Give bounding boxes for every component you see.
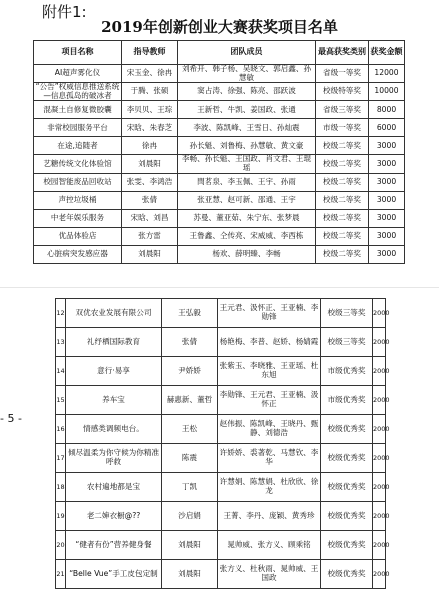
cell-advisor: 张倩 xyxy=(122,191,178,209)
cell-advisor: 张雯、李鸿浩 xyxy=(122,173,178,191)
cell-award: 校级二等奖 xyxy=(316,209,369,227)
table-header-row xyxy=(34,41,405,65)
awards-table-top xyxy=(33,40,405,264)
cell-project: 校园智能废品回收站 xyxy=(34,173,122,191)
cell-team: 孙长魁、刘鲁梅、孙慧敏、黄文豪 xyxy=(178,137,316,155)
cell-project: 养车宝 xyxy=(66,386,162,415)
cell-advisor: 张方雷 xyxy=(122,227,178,245)
cell-amount: 3000 xyxy=(369,191,405,209)
table-row xyxy=(34,173,405,191)
cell-advisor: 刘晨阳 xyxy=(162,531,218,560)
cell-team: 閆茗泉、李玉佩、王宇、孙雨 xyxy=(178,173,316,191)
cell-index: 14 xyxy=(56,357,66,386)
cell-amount: 2000 xyxy=(373,386,386,415)
cell-award: 校级二等奖 xyxy=(316,173,369,191)
cell-advisor: 王松 xyxy=(162,415,218,444)
cell-index: 18 xyxy=(56,473,66,502)
cell-team: 王鲁鑫、仝传亮、宋威威、李西栋 xyxy=(178,227,316,245)
cell-award: 校级三等奖 xyxy=(321,299,373,328)
table-row xyxy=(34,245,405,263)
cell-index: 19 xyxy=(56,502,66,531)
cell-amount: 2000 xyxy=(373,444,386,473)
cell-advisor: 宋晗、刘昌 xyxy=(122,209,178,227)
cell-team: 苏曼、董亚茹、朱宁东、张梦晨 xyxy=(178,209,316,227)
cell-advisor: 徐冉 xyxy=(122,137,178,155)
page-number: - 5 - xyxy=(0,412,22,425)
cell-amount: 12000 xyxy=(369,65,405,83)
table-row xyxy=(56,357,386,386)
table-row xyxy=(56,444,386,473)
cell-team: 张紫玉、李晓雅、王亚瑶、杜东旭 xyxy=(218,357,321,386)
cell-project: 老二婶衣橱@?? xyxy=(66,502,162,531)
col-header-award: 最高获奖类别 xyxy=(316,41,369,65)
table-row xyxy=(34,83,405,101)
cell-award: 校级二等奖 xyxy=(316,245,369,263)
cell-amount: 3000 xyxy=(369,209,405,227)
cell-project: “健者有份”营养健身餐 xyxy=(66,531,162,560)
table-row xyxy=(34,227,405,245)
cell-project: 礼纾栖国际教育 xyxy=(66,328,162,357)
table-row xyxy=(56,415,386,444)
table-row xyxy=(56,531,386,560)
cell-advisor: 陈震 xyxy=(162,444,218,473)
cell-advisor: 刘晨阳 xyxy=(122,155,178,173)
cell-team: 王菁、李丹、庞颖、黄秀珍 xyxy=(218,502,321,531)
cell-team: 许慧娟、陈慧娟、杜欣欣、徐龙 xyxy=(218,473,321,502)
cell-award: 校级二等奖 xyxy=(316,191,369,209)
cell-amount: 3000 xyxy=(369,155,405,173)
cell-advisor: 王弘毅 xyxy=(162,299,218,328)
cell-index: 12 xyxy=(56,299,66,328)
cell-index: 13 xyxy=(56,328,66,357)
cell-amount: 10000 xyxy=(369,83,405,101)
cell-project: 优品体验店 xyxy=(34,227,122,245)
table-row xyxy=(56,299,386,328)
cell-advisor: 赫惠新、董哲 xyxy=(162,386,218,415)
cell-award: 校级二等奖 xyxy=(316,227,369,245)
cell-project: “公告”权威信息推送系统—信息孤岛的破冰者 xyxy=(34,83,122,101)
cell-project: AI超声雾化仪 xyxy=(34,65,122,83)
cell-award: 市级优秀奖 xyxy=(321,386,373,415)
awards-table-top-body xyxy=(34,65,405,264)
col-header-amount: 获奖金额 xyxy=(369,41,405,65)
col-header-advisor: 指导教师 xyxy=(122,41,178,65)
cell-team: 赵伟振、陈凯峰、王晓丹、甄静、刘德浩 xyxy=(218,415,321,444)
cell-amount: 3000 xyxy=(369,245,405,263)
cell-amount: 2000 xyxy=(373,531,386,560)
cell-award: 校级特等奖 xyxy=(316,83,369,101)
table-row xyxy=(34,137,405,155)
table-row xyxy=(34,101,405,119)
cell-advisor: 张倩 xyxy=(162,328,218,357)
cell-team: 许娇娇、裘著乾、马慧钦、李华 xyxy=(218,444,321,473)
cell-award: 校级优秀奖 xyxy=(321,444,373,473)
cell-index: 15 xyxy=(56,386,66,415)
cell-project: 倾尽温柔为你守候为你精准呼救 xyxy=(66,444,162,473)
cell-amount: 2000 xyxy=(373,415,386,444)
cell-project: 声控垃圾桶 xyxy=(34,191,122,209)
cell-project: 农村遍地都是宝 xyxy=(66,473,162,502)
cell-award: 校级三等奖 xyxy=(321,328,373,357)
table-row xyxy=(56,386,386,415)
cell-project: 情感类调频电台。 xyxy=(66,415,162,444)
attachment-label: 附件1: xyxy=(42,3,87,21)
cell-advisor: 丁凯 xyxy=(162,473,218,502)
cell-team: 晁帅威、张方义、顾乘铭 xyxy=(218,531,321,560)
cell-advisor: 尹娇娇 xyxy=(162,357,218,386)
cell-amount: 2000 xyxy=(373,357,386,386)
cell-award: 校级优秀奖 xyxy=(321,531,373,560)
cell-award: 省级三等奖 xyxy=(316,101,369,119)
cell-award: 省级一等奖 xyxy=(316,65,369,83)
awards-table-bottom xyxy=(55,298,390,589)
cell-advisor: 沙启娟 xyxy=(162,502,218,531)
cell-index: 20 xyxy=(56,531,66,560)
cell-award: 市级优秀奖 xyxy=(321,357,373,386)
cell-amount: 2000 xyxy=(373,502,386,531)
cell-award: 校级优秀奖 xyxy=(321,473,373,502)
cell-index: 17 xyxy=(56,444,66,473)
cell-amount: 3000 xyxy=(369,173,405,191)
cell-award: 校级优秀奖 xyxy=(321,502,373,531)
table-row xyxy=(34,155,405,173)
cell-project: 中老年娱乐服务 xyxy=(34,209,122,227)
table-row xyxy=(34,209,405,227)
cell-project: 混凝土自修复微胶囊 xyxy=(34,101,122,119)
page-divider xyxy=(0,287,439,288)
cell-project: 双优农业发展有限公司 xyxy=(66,299,162,328)
cell-index: 21 xyxy=(56,560,66,589)
cell-team: 刘希开、韩子杨、吴晓文、郭启鑫、孙慧敏 xyxy=(178,65,316,83)
col-header-team: 团队成员 xyxy=(178,41,316,65)
cell-amount: 3000 xyxy=(369,137,405,155)
table-row xyxy=(34,191,405,209)
cell-advisor: 李贝贝、王琮 xyxy=(122,101,178,119)
cell-team: 窦占涛、徐强、陈亮、邵跃波 xyxy=(178,83,316,101)
cell-team: 张方义、杜秋雨、晁帅威、王国政 xyxy=(218,560,321,589)
cell-amount: 6000 xyxy=(369,119,405,137)
cell-project: 心脏病突发感应器 xyxy=(34,245,122,263)
cell-amount: 2000 xyxy=(373,299,386,328)
cell-index: 16 xyxy=(56,415,66,444)
cell-project: 非常校园服务平台 xyxy=(34,119,122,137)
cell-project: 艺糖传统文化体验馆 xyxy=(34,155,122,173)
table-row xyxy=(34,65,405,83)
page-title: 2019年创新创业大赛获奖项目名单 xyxy=(101,18,338,36)
cell-team: 张亚慧、赵可新、邵通、王宇 xyxy=(178,191,316,209)
cell-amount: 2000 xyxy=(373,328,386,357)
cell-advisor: 刘晨阳 xyxy=(162,560,218,589)
col-header-project: 项目名称 xyxy=(34,41,122,65)
cell-award: 校级优秀奖 xyxy=(321,415,373,444)
cell-team: 李波、陈凯峰、王雪日、孙灿震 xyxy=(178,119,316,137)
table-row xyxy=(56,560,386,589)
cell-project: 意行·易享 xyxy=(66,357,162,386)
cell-award: 校级二等奖 xyxy=(316,137,369,155)
cell-amount: 2000 xyxy=(373,473,386,502)
cell-amount: 8000 xyxy=(369,101,405,119)
table-row xyxy=(56,328,386,357)
cell-team: 李勋锋、王元君、王亚楠、汲怀正 xyxy=(218,386,321,415)
cell-team: 王新哲、牛凯、姜国政、张通 xyxy=(178,101,316,119)
cell-advisor: 于腾、张硕 xyxy=(122,83,178,101)
cell-award: 市级一等奖 xyxy=(316,119,369,137)
cell-amount: 2000 xyxy=(373,560,386,589)
awards-table-bottom-body xyxy=(56,299,390,589)
cell-award: 校级二等奖 xyxy=(316,155,369,173)
cell-team: 王元君、汲怀正、王亚楠、李勋锋 xyxy=(218,299,321,328)
cell-award: 校级优秀奖 xyxy=(321,560,373,589)
table-row xyxy=(34,119,405,137)
cell-team: 李畅、孙长魁、王国政、肖文君、王琨瑶 xyxy=(178,155,316,173)
table-row xyxy=(56,502,386,531)
cell-project: “Belle Vue”手工皮包定制 xyxy=(66,560,162,589)
cell-project: 在途,追随者 xyxy=(34,137,122,155)
cell-advisor: 刘晨阳 xyxy=(122,245,178,263)
cell-advisor: 宋玉金、徐冉 xyxy=(122,65,178,83)
cell-team: 杨艳梅、李普、赵娇、杨婧霞 xyxy=(218,328,321,357)
cell-team: 杨欢、薛明臻、李畅 xyxy=(178,245,316,263)
cell-advisor: 宋晗、朱春芝 xyxy=(122,119,178,137)
cell-amount: 3000 xyxy=(369,227,405,245)
table-row xyxy=(56,473,386,502)
